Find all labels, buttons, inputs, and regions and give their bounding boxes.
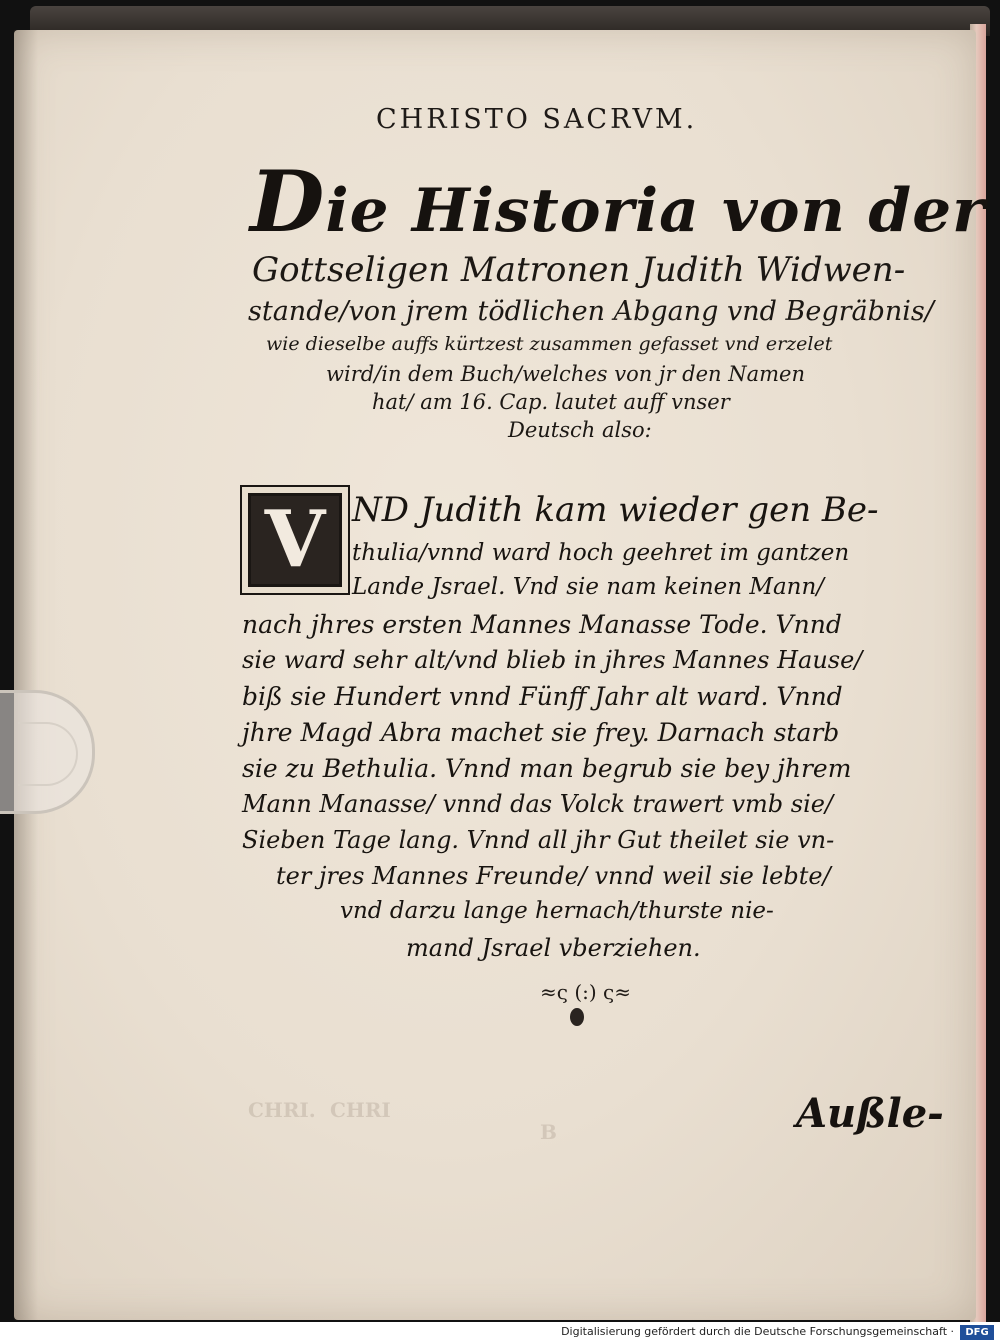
body-line: Mann Manasse/ vnnd das Volck trawert vmb sie/ [242, 790, 834, 818]
body-line: mand Jsrael vberziehen. [406, 934, 701, 962]
footer-bar [0, 1322, 1000, 1343]
dfg-logo[interactable]: DFG [960, 1325, 994, 1340]
body-line: jhre Magd Abra machet sie frey. Darnach starb [242, 718, 840, 747]
body-line: vnd darzu lange hernach/thurste nie- [340, 898, 774, 924]
funding-notice: Digitalisierung gefördert durch die Deutsche Forschungsgemeinschaft · [561, 1325, 954, 1338]
header-christo-sacrum: CHRISTO SACRVM. [376, 104, 698, 135]
title-drop-letter: D [250, 152, 326, 251]
page-title [250, 152, 986, 251]
subtitle-line: Gottseligen Matronen Judith Widwen- [252, 250, 906, 290]
body-line: ter jres Mannes Freunde/ vnnd weil sie lebte/ [276, 862, 831, 890]
body-line: nach jhres ersten Mannes Manasse Tode. Vnnd [242, 610, 842, 639]
show-through-text: CHRI [330, 1098, 391, 1122]
body-line: sie ward sehr alt/vnd blieb in jhres Mannes Hause/ [242, 646, 863, 674]
subtitle-line: wie dieselbe auffs kürtzest zusammen gefasset vnd erzelet [266, 333, 833, 355]
subtitle-line: wird/in dem Buch/welches von jr den Namen [326, 362, 805, 386]
decorated-initial [240, 485, 350, 595]
subtitle-line: stande/von jrem tödlichen Abgang vnd Begräbnis/ [248, 296, 934, 327]
initial-letter: V [264, 494, 326, 585]
show-through-text: B [540, 1120, 557, 1144]
body-line: Lande Jsrael. Vnd sie nam keinen Mann/ [352, 574, 825, 600]
show-through-text: CHRI. [248, 1098, 316, 1122]
tailpiece-drop [570, 1008, 584, 1026]
body-line: Sieben Tage lang. Vnnd all jhr Gut theilet sie vn- [242, 826, 835, 854]
body-line: ND Judith kam wieder gen Be- [352, 490, 879, 530]
title-text: ie Historia von der [325, 176, 986, 246]
catchword: Außle- [796, 1090, 944, 1137]
body-line: sie zu Bethulia. Vnnd man begrub sie bey jhrem [242, 754, 852, 783]
spine-shadow [14, 30, 38, 1320]
body-line: biß sie Hundert vnnd Fünff Jahr alt ward. Vnnd [242, 682, 843, 711]
subtitle-line: hat/ am 16. Cap. lautet auff vnser [372, 390, 730, 414]
subtitle-line: Deutsch also: [508, 418, 652, 442]
body-line: thulia/vnnd ward hoch geehret im gantzen [352, 540, 850, 566]
tailpiece-ornament: ≈ς (:) ς≈ [540, 980, 631, 1004]
